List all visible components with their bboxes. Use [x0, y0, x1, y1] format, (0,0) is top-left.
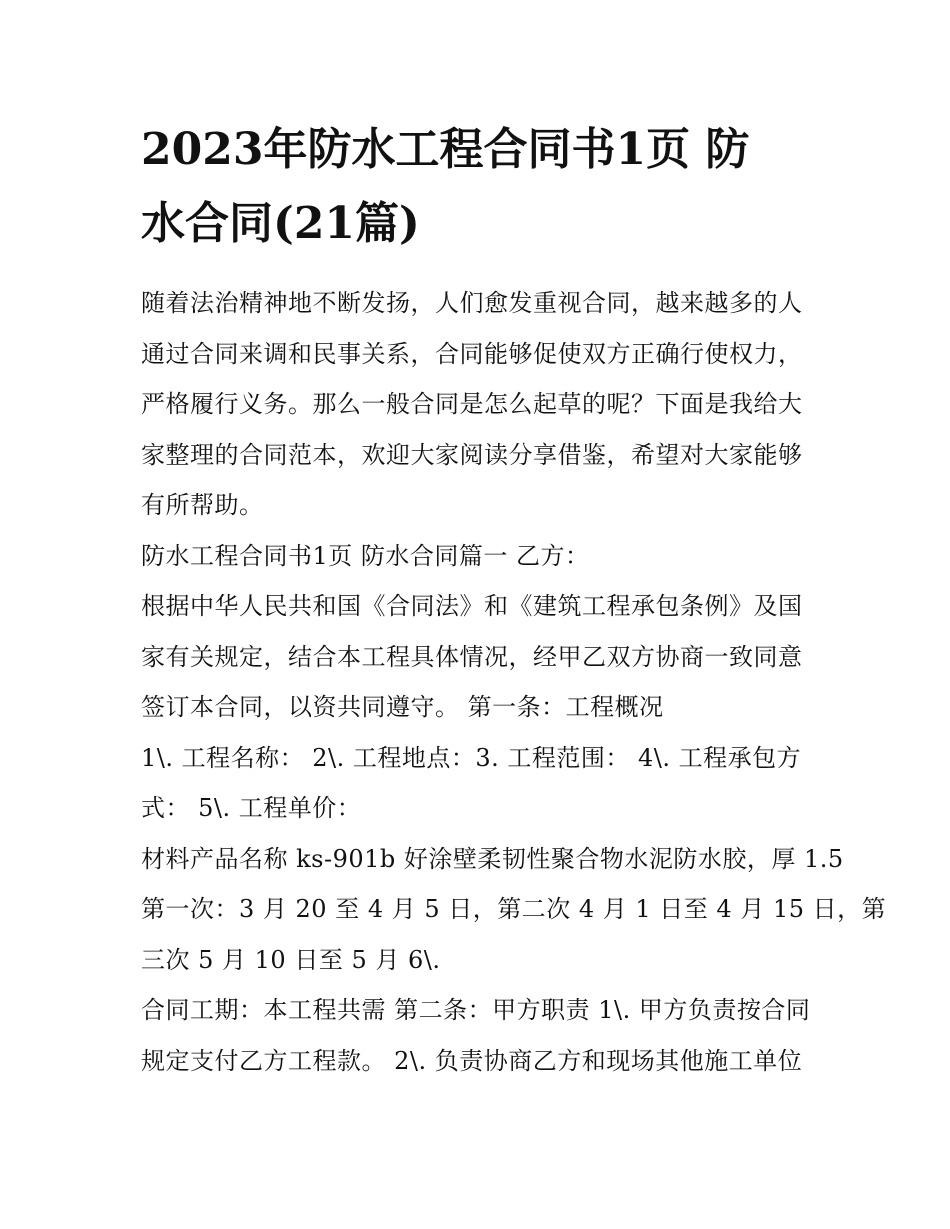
title-line-2: 水合同(21篇): [141, 198, 420, 249]
text-line: 严格履行义务。那么一般合同是怎么起草的呢？下面是我给大: [141, 390, 803, 418]
legal-basis-paragraph: [141, 581, 821, 733]
document-title: [141, 113, 821, 261]
duties-paragraph: [141, 985, 821, 1086]
document-body: [141, 278, 887, 1086]
text-line: 式： 5\. 工程单价：: [141, 794, 362, 822]
text-line: 第一次：3 月 20 至 4 月 5 日，第二次 4 月 1 日至 4 月 15 日，第: [141, 895, 887, 923]
text-line: 三次 5 月 10 日至 5 月 6\.: [141, 945, 441, 974]
intro-paragraph: [141, 278, 821, 531]
text-line: 家整理的合同范本，欢迎大家阅读分享借鉴，希望对大家能够: [141, 440, 803, 469]
project-overview-paragraph: [141, 733, 821, 834]
text-line: 根据中华人民共和国《合同法》和《建筑工程承包条例》及国: [141, 592, 803, 620]
materials-schedule-paragraph: [141, 834, 887, 986]
text-line: 材料产品名称 ks-901b 好涂壁柔韧性聚合物水泥防水胶，厚 1.5: [141, 844, 844, 873]
text-line: 签订本合同，以资共同遵守。 第一条：工程概况: [141, 693, 664, 721]
text-line: 1\. 工程名称： 2\. 工程地点：3. 工程范围： 4\. 工程承包方: [141, 743, 802, 772]
section-heading-paragraph: [141, 531, 821, 582]
text-line: 随着法治精神地不断发扬，人们愈发重视合同，越来越多的人: [141, 289, 803, 317]
text-line: 防水工程合同书1页 防水合同篇一 乙方：: [141, 541, 590, 570]
text-line: 通过合同来调和民事关系，合同能够促使双方正确行使权力，: [141, 339, 803, 368]
text-line: 合同工期：本工程共需 第二条：甲方职责 1\. 甲方负责按合同: [141, 996, 811, 1024]
text-line: 有所帮助。: [141, 491, 264, 519]
title-line-1: 2023年防水工程合同书1页 防: [141, 124, 750, 175]
text-line: 规定支付乙方工程款。 2\. 负责协商乙方和现场其他施工单位: [141, 1046, 803, 1075]
text-line: 家有关规定，结合本工程具体情况，经甲乙双方协商一致同意: [141, 642, 803, 671]
